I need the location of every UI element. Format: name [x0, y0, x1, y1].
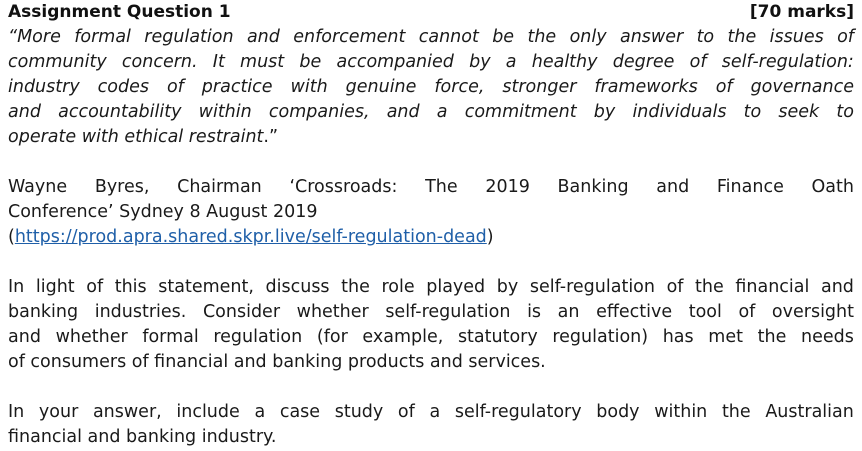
word: whether: [55, 327, 128, 347]
word: and: [8, 102, 41, 122]
word: ‘Crossroads:: [289, 177, 398, 197]
word: force,: [434, 77, 485, 97]
word: the: [757, 327, 787, 347]
word: of: [738, 302, 756, 322]
word: to: [743, 102, 762, 122]
word: and: [8, 327, 41, 347]
word: the: [721, 402, 751, 422]
word: your: [38, 402, 79, 422]
word: enforcement: [293, 27, 406, 47]
word: practice: [201, 77, 273, 97]
word: only: [569, 27, 607, 47]
word: seek: [778, 102, 820, 122]
task-line: [8, 325, 854, 350]
task-line: [8, 275, 854, 300]
word: be: [492, 27, 515, 47]
word: study: [334, 402, 384, 422]
word: with: [290, 77, 328, 97]
word: self-regulation: [385, 302, 511, 322]
word: banking: [8, 302, 79, 322]
case-study-line-2: financial and banking industry.: [8, 427, 277, 447]
word: of: [397, 402, 415, 422]
word: genuine: [345, 77, 417, 97]
source-link-line: [8, 225, 854, 250]
word: individuals: [632, 102, 727, 122]
word: healthy: [531, 52, 598, 72]
word: issues: [769, 27, 824, 47]
word: frameworks: [594, 77, 698, 97]
question-header: [8, 0, 854, 25]
quote-last-line: [8, 125, 854, 150]
word: statutory: [457, 327, 538, 347]
word: In: [8, 402, 25, 422]
word: a: [429, 402, 441, 422]
paragraph-gap: [8, 375, 854, 400]
word: regulation: [213, 327, 303, 347]
word: Australian: [765, 402, 854, 422]
quote-last-line-text: operate with ethical restraint: [8, 127, 264, 147]
word: Finance: [716, 177, 784, 197]
word: stronger: [502, 77, 577, 97]
word: an: [557, 302, 580, 322]
word: Consider: [202, 302, 281, 322]
word: industry: [8, 77, 80, 97]
quote-block: [8, 25, 854, 150]
word: the: [727, 27, 757, 47]
word: of: [666, 277, 684, 297]
word: financial: [735, 277, 810, 297]
word: Banking: [557, 177, 629, 197]
word: to: [836, 102, 854, 122]
word: formal: [74, 27, 131, 47]
word: the: [341, 277, 370, 297]
link-close-paren: ): [486, 227, 494, 247]
word: Wayne: [8, 177, 68, 197]
word: 2019: [485, 177, 530, 197]
paragraph-gap: [8, 150, 854, 175]
word: concern.: [121, 52, 198, 72]
word: cannot: [418, 27, 479, 47]
word: The: [425, 177, 458, 197]
attribution-block: [8, 175, 854, 250]
word: tool: [688, 302, 722, 322]
word: a: [254, 402, 266, 422]
task-last-line: of consumers of financial and banking products and services.: [8, 352, 546, 372]
word: degree: [612, 52, 675, 72]
word: example,: [362, 327, 444, 347]
word: by: [469, 52, 491, 72]
word: and: [246, 27, 280, 47]
word: regulation): [552, 327, 649, 347]
word: answer: [619, 27, 684, 47]
task-line: [8, 300, 854, 325]
word: this: [114, 277, 147, 297]
word: by: [496, 277, 519, 297]
word: by: [593, 102, 616, 122]
word: be: [299, 52, 322, 72]
word: within: [198, 102, 252, 122]
word: accountability: [58, 102, 182, 122]
word: It: [212, 52, 225, 72]
word: to: [696, 27, 715, 47]
word: of: [166, 77, 184, 97]
case-study-line: [8, 400, 854, 425]
word: and: [386, 102, 420, 122]
word: formal: [142, 327, 199, 347]
word: oversight: [771, 302, 854, 322]
paragraph-gap: [8, 250, 854, 275]
word: Oath: [811, 177, 854, 197]
word: of: [837, 27, 854, 47]
word: within: [654, 402, 708, 422]
word: self-regulation:: [721, 52, 854, 72]
quote-line: [8, 100, 854, 125]
word: statement,: [158, 277, 254, 297]
word: needs: [801, 327, 854, 347]
word: answer,: [92, 402, 162, 422]
quote-line: [8, 25, 854, 50]
word: the: [527, 27, 557, 47]
word: discuss: [265, 277, 330, 297]
link-open-paren: (: [8, 227, 15, 247]
word: a: [436, 102, 448, 122]
word: codes: [97, 77, 149, 97]
word: is: [527, 302, 542, 322]
word: self-regulation: [529, 277, 655, 297]
word: Chairman: [177, 177, 262, 197]
word: of: [715, 77, 733, 97]
word: the: [695, 277, 724, 297]
word: has: [662, 327, 694, 347]
word: and: [820, 277, 854, 297]
assignment-document: [8, 0, 854, 450]
word: body: [596, 402, 640, 422]
source-link[interactable]: https://prod.apra.shared.skpr.live/self-regulation-dead: [14, 227, 487, 247]
task-block: [8, 275, 854, 375]
quote-line: [8, 50, 854, 75]
word: (for: [316, 327, 348, 347]
word: whether: [296, 302, 369, 322]
word: commitment: [464, 102, 577, 122]
word: case: [279, 402, 321, 422]
quote-line: [8, 75, 854, 100]
attribution-line: [8, 175, 854, 200]
word: met: [708, 327, 743, 347]
attribution-line-2: Conference’ Sydney 8 August 2019: [8, 202, 318, 222]
word: played: [426, 277, 486, 297]
word: include: [176, 402, 240, 422]
word: accompanied: [336, 52, 454, 72]
word: a: [505, 52, 517, 72]
word: light: [35, 277, 75, 297]
word: In: [8, 277, 25, 297]
question-title: Assignment Question 1: [8, 2, 231, 22]
word: effective: [596, 302, 673, 322]
word: companies,: [268, 102, 370, 122]
word: self-regulatory: [454, 402, 582, 422]
question-marks: [70 marks]: [749, 2, 854, 22]
word: regulation: [144, 27, 234, 47]
word: must: [240, 52, 285, 72]
case-study-block: [8, 400, 854, 450]
word: community: [8, 52, 107, 72]
word: of: [86, 277, 104, 297]
word: and: [656, 177, 690, 197]
quote-closing: .”: [263, 127, 279, 147]
word: “More: [8, 27, 61, 47]
word: of: [689, 52, 707, 72]
word: governance: [750, 77, 854, 97]
word: industries.: [94, 302, 187, 322]
word: Byres,: [94, 177, 150, 197]
word: role: [381, 277, 415, 297]
